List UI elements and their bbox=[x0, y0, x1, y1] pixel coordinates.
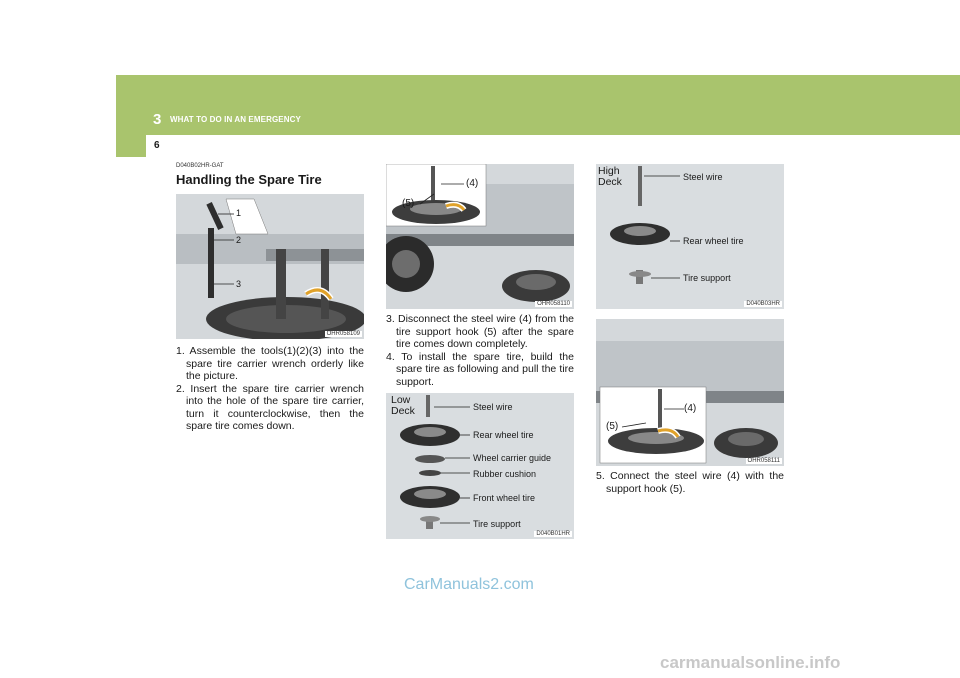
truck-connect-wire-illustration bbox=[596, 319, 784, 466]
wire-label-4: (4) bbox=[466, 178, 479, 189]
part-wheel-carrier-guide: Wheel carrier guide bbox=[473, 453, 552, 463]
deck-label bbox=[598, 166, 622, 188]
figure-code: OHR058109 bbox=[326, 331, 360, 337]
page-margin-band bbox=[116, 135, 146, 157]
step-4: 4. To install the spare tire, build the spare tire as following and pull the tire support. bbox=[386, 350, 574, 388]
tool-label-3: 3 bbox=[236, 279, 242, 289]
deck-label-line-2: Deck bbox=[391, 405, 415, 417]
figure-disconnect-wire bbox=[386, 164, 574, 309]
part-tire-support: Tire support bbox=[473, 519, 521, 529]
chapter-number: 3 bbox=[153, 111, 162, 128]
part-rear-wheel-tire: Rear wheel tire bbox=[473, 430, 534, 440]
part-tire-support: Tire support bbox=[683, 273, 731, 283]
part-steel-wire: Steel wire bbox=[683, 172, 723, 182]
tool-assembly-illustration bbox=[176, 194, 364, 339]
part-rubber-cushion: Rubber cushion bbox=[473, 469, 537, 479]
step-5: 5. Connect the steel wire (4) with the support hook (5). bbox=[596, 470, 784, 495]
wire-label-4: (4) bbox=[684, 403, 697, 414]
chapter-title: WHAT TO DO IN AN EMERGENCY bbox=[170, 115, 301, 124]
truck-spare-tire-illustration bbox=[386, 164, 574, 309]
figure-code: OHR058110 bbox=[537, 301, 570, 307]
watermark-carmanuals2: CarManuals2.com bbox=[404, 576, 534, 593]
page-number: 6 bbox=[154, 140, 160, 151]
tool-label-2: 2 bbox=[236, 235, 242, 245]
steps-column-2 bbox=[386, 313, 574, 388]
deck-label-line-1: Low bbox=[391, 394, 411, 406]
chapter-header-band bbox=[116, 75, 960, 135]
steps-column-3 bbox=[596, 470, 784, 495]
step-1: 1. Assemble the tools(1)(2)(3) into the spare tire carrier wrench orderly like the picture. bbox=[176, 345, 364, 382]
step-3: 3. Disconnect the steel wire (4) from the tire support hook (5) after the spare tire comes down completely. bbox=[386, 313, 574, 350]
hook-label-5: (5) bbox=[606, 421, 619, 432]
hook-label-5: (5) bbox=[402, 198, 415, 209]
section-code: D040B02HR-GAT bbox=[176, 163, 224, 169]
part-steel-wire: Steel wire bbox=[473, 402, 513, 412]
part-front-wheel-tire: Front wheel tire bbox=[473, 493, 536, 503]
step-2: 2. Insert the spare tire carrier wrench into the hole of the spare tire carrier, turn it counterclockwise, then the spare tire comes down. bbox=[176, 382, 364, 432]
deck-label bbox=[391, 395, 415, 417]
diagram-code: D040B01HR bbox=[536, 531, 570, 537]
diagram-code: D040B03HR bbox=[746, 301, 780, 307]
figure-connect-wire bbox=[596, 319, 784, 466]
section-title: Handling the Spare Tire bbox=[176, 172, 322, 187]
figure-tool-assembly bbox=[176, 194, 364, 339]
high-deck-diagram bbox=[596, 164, 784, 309]
part-rear-wheel-tire: Rear wheel tire bbox=[683, 236, 744, 246]
deck-label-line-2: Deck bbox=[598, 176, 622, 188]
tool-label-1: 1 bbox=[236, 208, 242, 218]
deck-label-line-1: High bbox=[598, 165, 620, 177]
figure-code: OHR058111 bbox=[747, 458, 780, 464]
low-deck-diagram bbox=[386, 393, 574, 539]
steps-column-1 bbox=[176, 345, 364, 433]
watermark-carmanualsonline: carmanualsonline.info bbox=[660, 653, 841, 672]
